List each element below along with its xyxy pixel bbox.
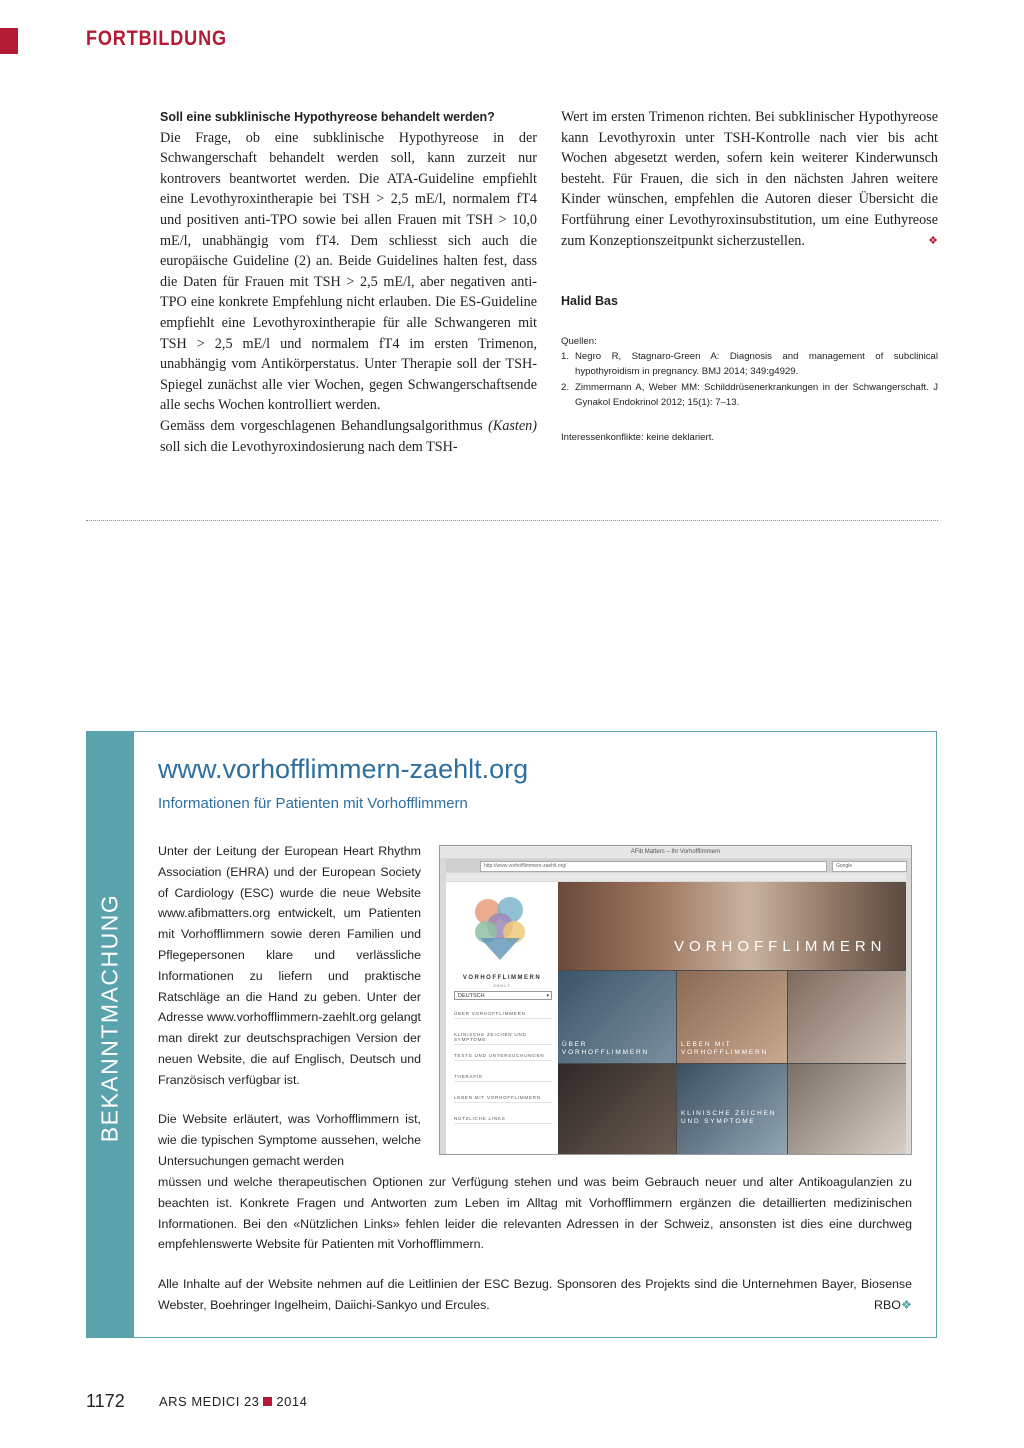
- announcement-url-title: www.vorhofflimmern-zaehlt.org: [158, 754, 529, 784]
- site-main: [558, 882, 906, 1154]
- heart-logo-icon: [470, 892, 530, 962]
- browser-title-bar: AFib Matters – Ihr Vorhofflimmern: [440, 846, 911, 858]
- site-tile: [558, 1064, 676, 1154]
- browser-search-box: Google: [832, 861, 907, 872]
- reference-item: 2. Zimmermann A, Weber MM: Schilddrüsenerkrankungen in der Schwangerschaft. J Gynakol Endokrinol 2012; 15(1): 7–13.: [561, 381, 938, 408]
- site-sidebar: [446, 882, 558, 1154]
- browser-bookmarks-bar: [446, 873, 906, 881]
- square-marker: [263, 1397, 272, 1406]
- site-menu-item: NÜTZLICHE LINKS: [454, 1116, 552, 1124]
- signature: RBO❖: [874, 1297, 912, 1312]
- article-paragraph: Gemäss dem vorgeschlagenen Behandlungsalgorithmus (Kasten) soll sich die Levothyroxindosierung nach dem TSH-: [160, 417, 537, 455]
- announcement-band-label: BEKANNTMACHUNG: [96, 893, 123, 1143]
- site-tile: KLINISCHE ZEICHEN UND SYMPTOME: [677, 1064, 787, 1154]
- site-menu-item: THERAPIE: [454, 1074, 552, 1082]
- section-marker: [0, 28, 18, 54]
- announcement-paragraph: müssen und welche therapeutischen Optionen zur Verfügung stehen und was beim Gebrauch neuer und alter Antikoagulanzien zu beachten ist. Konkrete Fragen und Antworten zum Leben im Alltag mit Vorhofflimmern ergänzen die detaillierten medizinischen Informationen. Bei den «Nützlichen Links» fehlen leider die relevanten Adressen in der Schweiz, ansonsten ist dies eine durchweg empfehlenswerte Website für Patienten mit Vorhofflimmern.: [158, 1175, 912, 1252]
- hero-title: VORHOFFLIMMERN: [674, 938, 887, 955]
- browser-address-bar: http://www.vorhofflimmern-zaehlt.org/: [480, 861, 827, 872]
- site-logo-text: VORHOFFLIMMERN: [462, 975, 542, 981]
- article-subheading: Soll eine subklinische Hypothyreose behandelt werden?: [160, 110, 495, 124]
- site-tile: LEBEN MIT VORHOFFLIMMERN: [677, 971, 787, 1063]
- article-left-column: [160, 107, 537, 457]
- sources-label: Quellen:: [561, 336, 597, 347]
- end-mark-icon: ❖: [928, 234, 938, 247]
- announcement-paragraph: Unter der Leitung der European Heart Rhythm Association (EHRA) und der European Society of Cardiology (ESC) wurde die neue Website www.afibmatters.org entwickelt, um Patienten mit Vorhofflimmern sowie deren Familien und Pflegepersonen klare und verlässliche Informationen zu liefern und praktische Ratschläge an die Hand zu geben. Unter der Adresse www.vorhofflimmern-zaehlt.org gelangt man direkt zur deutschsprachigen Version der neuen Website, die auf Englisch, Deutsch und Französisch verfügbar ist.: [158, 844, 421, 1087]
- site-tile: [788, 971, 906, 1063]
- language-select: DEUTSCH ▾: [454, 991, 552, 1000]
- references: [561, 334, 938, 410]
- announcement-subtitle: Informationen für Patienten mit Vorhofflimmern: [158, 795, 468, 812]
- chevron-down-icon: ▾: [546, 993, 549, 999]
- conflict-of-interest: Interessenkonflikte: keine deklariert.: [561, 432, 715, 443]
- site-menu-item: TESTS UND UNTERSUCHUNGEN: [454, 1053, 552, 1061]
- announcement-band: [87, 732, 134, 1337]
- site-logo-subtext: ZÄHLT: [493, 983, 511, 988]
- hero-image: [558, 882, 906, 970]
- journal-info: ARS MEDICI 23 2014: [159, 1394, 308, 1409]
- article-right-column: [561, 107, 938, 251]
- site-menu-item: KLINISCHE ZEICHEN UND SYMPTOME: [454, 1032, 552, 1045]
- reference-item: 1. Negro R, Stagnaro-Green A: Diagnosis and management of subclinical hypothyroidism in pregnancy. BMJ 2014; 349:g4929.: [561, 351, 938, 378]
- dotted-divider: [86, 520, 938, 521]
- site-menu-item: LEBEN MIT VORHOFFLIMMERN: [454, 1095, 552, 1103]
- site-tile: ÜBER VORHOFFLIMMERN: [558, 971, 676, 1063]
- website-screenshot: [439, 845, 912, 1155]
- announcement-paragraph: Die Website erläutert, was Vorhofflimmern ist, wie die typischen Symptome aussehen, welche Untersuchungen gemacht werden: [158, 1112, 421, 1168]
- article-paragraph: Die Frage, ob eine subklinische Hypothyreose in der Schwangerschaft behandelt werden soll, kann zurzeit nur kontrovers beantwortet werden. Die ATA-Guideline empfiehlt eine Levothyroxintherapie bei TSH > 2,5 mE/l, normalem fT4 und positiven anti-TPO sowie bei allen Frauen mit TSH > 10,0 mE/l, unabhängig vom fT4. Dem schliesst sich auch die europäische Guideline (2) an. Beide Guidelines halten fest, dass die Daten für Frauen mit TSH > 2,5 mE/l, aber negativen anti-TPO eine konkrete Empfehlung nicht erlauben. Die ES-Guideline empfiehlt eine Levothyroxintherapie für alle Schwangeren mit TSH > 2,5 mE/l und normalem fT4 im ersten Trimenon, unabhängig vom Antikörperstatus. Unter Therapie soll der TSH-Spiegel zunächst alle vier Wochen, gegen Schwangerschaftsende alle sechs Wochen kontrolliert werden.: [160, 129, 537, 414]
- site-menu-item: ÜBER VORHOFFLIMMERN: [454, 1011, 552, 1019]
- section-title: FORTBILDUNG: [86, 27, 227, 50]
- site-tile: [788, 1064, 906, 1154]
- page-number: 1172: [86, 1391, 125, 1411]
- article-paragraph: Wert im ersten Trimenon richten. Bei subklinischer Hypothyreose kann Levothyroxin unter TSH-Kontrolle nach vier bis acht Wochen abgesetzt werden, sofern kein weiterer Kinderwunsch besteht. Für Frauen, die sich in den nächsten Jahren weitere Kinder wünschen, empfehlen die Autoren dieser Übersicht die Fortführung einer Levothyroxinsubstitution, um eine Euthyreose zum Konzeptionszeitpunkt sicherzustellen. ❖: [561, 107, 938, 251]
- author-name: Halid Bas: [561, 294, 618, 308]
- diamond-icon: ❖: [900, 1297, 912, 1312]
- announcement-paragraph: Alle Inhalte auf der Website nehmen auf die Leitlinien der ESC Bezug. Sponsoren des Projekts sind die Unternehmen Bayer, Biosense Webster, Boehringer Ingelheim, Daiichi-Sankyo und Ercules. RBO❖: [158, 1274, 912, 1316]
